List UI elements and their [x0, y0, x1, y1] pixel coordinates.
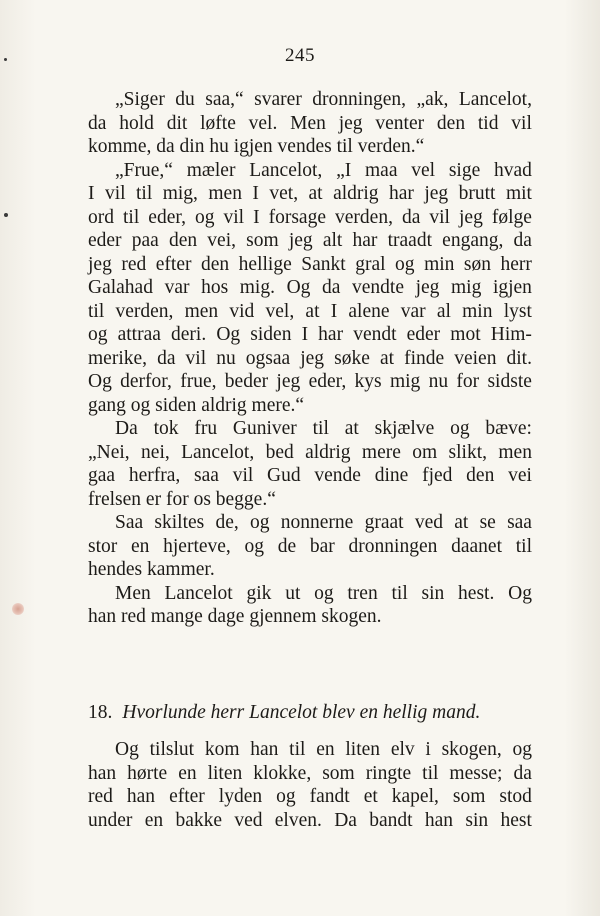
page-stain	[12, 603, 24, 615]
text-line: da hold dit løfte vel. Men jeg venter den tid vil	[88, 112, 532, 134]
text-line: han red mange dage gjennem skogen.	[88, 606, 382, 627]
text-line: jeg red efter den hellige Sankt gral og min søn herr	[88, 253, 532, 275]
body-text-top	[88, 88, 532, 629]
chapter-number: 18.	[88, 702, 113, 723]
chapter-title: Hvorlunde herr Lancelot blev en hellig mand.	[122, 702, 481, 723]
text-line: Da tok fru Guniver til at skjælve og bæve:	[115, 418, 532, 439]
page-number: 245	[285, 45, 315, 66]
text-line: „Nei, nei, Lancelot, bed aldrig mere om slikt, men	[88, 441, 532, 463]
text-line: under en bakke ved elven. Da bandt han sin hest	[88, 809, 532, 831]
text-line: frelsen er for os begge.“	[88, 488, 276, 510]
text-line: Galahad var hos mig. Og da vendte jeg mig igjen	[88, 277, 532, 298]
text-line: komme, da din hu igjen vendes til verden.“	[88, 136, 425, 157]
text-line: gaa herfra, saa vil Gud vende dine fjed den vei	[88, 465, 532, 486]
text-line: Men Lancelot gik ut og tren til sin hest. Og	[115, 582, 532, 604]
chapter-heading	[88, 702, 532, 724]
text-line: og attraa deri. Og siden I har vendt eder mot Him-	[88, 324, 532, 345]
text-line: gang og siden aldrig mere.“	[88, 394, 305, 416]
text-line: Og tilslut kom han til en liten elv i skogen, og	[115, 739, 532, 760]
text-line: stor en hjerteve, og de bar dronningen daanet til	[88, 535, 532, 557]
text-line: han hørte en liten klokke, som ringte til messe; da	[88, 762, 532, 784]
text-line: ord til eder, og vil I forsage verden, da vil jeg følge	[88, 206, 532, 228]
text-line: Saa skiltes de, og nonnerne graat ved at se saa	[115, 512, 532, 533]
margin-mark	[4, 213, 8, 217]
text-line: merike, da vil nu ogsaa jeg søke at finde veien dit.	[88, 347, 532, 369]
text-line: I vil til mig, men I vet, at aldrig har jeg brutt mit	[88, 183, 532, 204]
text-line: til verden, men vid vel, at I alene var al min lyst	[88, 300, 532, 322]
body-text-bottom	[88, 738, 532, 832]
text-line: hendes kammer.	[88, 559, 215, 580]
text-line: „Siger du saa,“ svarer dronningen, „ak, Lancelot,	[115, 89, 532, 110]
margin-mark	[4, 58, 7, 61]
text-line: eder paa den vei, som jeg alt har traadt engang, da	[88, 230, 532, 251]
text-line: „Frue,“ mæler Lancelot, „I maa vel sige hvad	[115, 159, 532, 181]
text-line: Og derfor, frue, beder jeg eder, kys mig nu for sidste	[88, 371, 532, 392]
text-line: red han efter lyden og fandt et kapel, som stod	[88, 786, 532, 807]
